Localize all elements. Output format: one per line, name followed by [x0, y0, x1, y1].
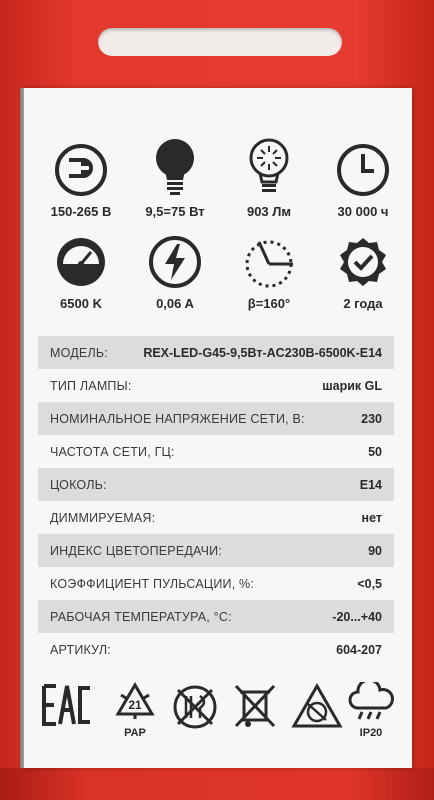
voltage-label: 150-265 В [50, 204, 112, 219]
warning-mark [290, 682, 344, 737]
article-label: АРТИКУЛ: [50, 642, 111, 657]
crossed-bin-icon [232, 682, 278, 732]
table-row [38, 600, 394, 633]
beam-angle-label: β=160° [247, 296, 291, 311]
packaging-bottom [0, 768, 434, 800]
lifetime-spec [318, 142, 408, 219]
color-temp-label: 6500 K [60, 296, 102, 311]
table-row [38, 435, 394, 468]
lumen-label: 903 Лм [246, 204, 292, 219]
temperature-value: -20...+40 [332, 609, 382, 624]
flicker-label: КОЭФФИЦИЕНТ ПУЛЬСАЦИИ, %: [50, 576, 255, 591]
warranty-spec [318, 234, 408, 311]
lamp-type-value: шарик GL [322, 378, 382, 393]
table-row [38, 336, 394, 369]
not-food-mark [170, 682, 220, 737]
bulb-icon [147, 136, 203, 198]
cri-label: ИНДЕКС ЦВЕТОПЕРЕДАЧИ: [50, 543, 222, 558]
certification-marks [40, 682, 392, 742]
model-value: REX-LED-G45-9,5Вт-AC230В-6500K-E14 [143, 345, 382, 360]
current-spec [130, 234, 220, 311]
dimmable-label: ДИММИРУЕМАЯ: [50, 510, 156, 525]
hang-slot [98, 28, 342, 56]
lightning-icon [147, 234, 203, 290]
recycle-icon [110, 682, 160, 722]
lifetime-label: 30 000 ч [337, 204, 389, 219]
table-row [38, 534, 394, 567]
recycle-number: 21 [128, 698, 142, 712]
frequency-label: ЧАСТОТА СЕТИ, ГЦ: [50, 444, 175, 459]
no-food-contact-icon [170, 682, 220, 732]
power-spec [130, 136, 220, 219]
voltage-spec [36, 142, 126, 219]
table-row [38, 402, 394, 435]
dimmable-value: нет [361, 510, 382, 525]
model-label: МОДЕЛЬ: [50, 345, 108, 360]
eac-icon [40, 682, 94, 728]
clock-icon [335, 142, 391, 198]
cloud-rain-icon [346, 682, 396, 722]
color-temp-spec [36, 234, 126, 311]
current-label: 0,06 A [156, 296, 194, 311]
frequency-value: 50 [368, 444, 382, 459]
beam-angle-spec [224, 234, 314, 311]
gauge-icon [53, 234, 109, 290]
ip-mark [346, 682, 396, 739]
ip-label: IP20 [359, 727, 383, 739]
recycle-mark [110, 682, 160, 739]
warning-triangle-icon [290, 682, 344, 732]
table-row [38, 501, 394, 534]
spec-table [38, 336, 394, 666]
recycle-label: PAP [124, 727, 146, 739]
angle-icon [241, 234, 297, 290]
table-row [38, 369, 394, 402]
table-row [38, 468, 394, 501]
flicker-value: <0,5 [357, 576, 382, 591]
table-row [38, 567, 394, 600]
table-row [38, 633, 394, 666]
lamp-type-label: ТИП ЛАМПЫ: [50, 378, 132, 393]
warranty-badge-icon [335, 234, 391, 290]
temperature-label: РАБОЧАЯ ТЕМПЕРАТУРА, °С: [50, 609, 232, 624]
plug-icon [53, 142, 109, 198]
socket-value: E14 [359, 477, 382, 492]
power-label: 9,5=75 Вт [145, 204, 205, 219]
voltage-row-value: 230 [361, 411, 382, 426]
warranty-label: 2 года [343, 296, 383, 311]
article-value: 604-207 [336, 642, 382, 657]
bulb-rays-icon [241, 136, 297, 198]
eac-mark [40, 682, 94, 733]
lumen-spec [224, 136, 314, 219]
voltage-row-label: НОМИНАЛЬНОЕ НАПРЯЖЕНИЕ СЕТИ, В: [50, 411, 305, 426]
cri-value: 90 [368, 543, 382, 558]
socket-label: ЦОКОЛЬ: [50, 477, 107, 492]
weee-mark [232, 682, 278, 737]
